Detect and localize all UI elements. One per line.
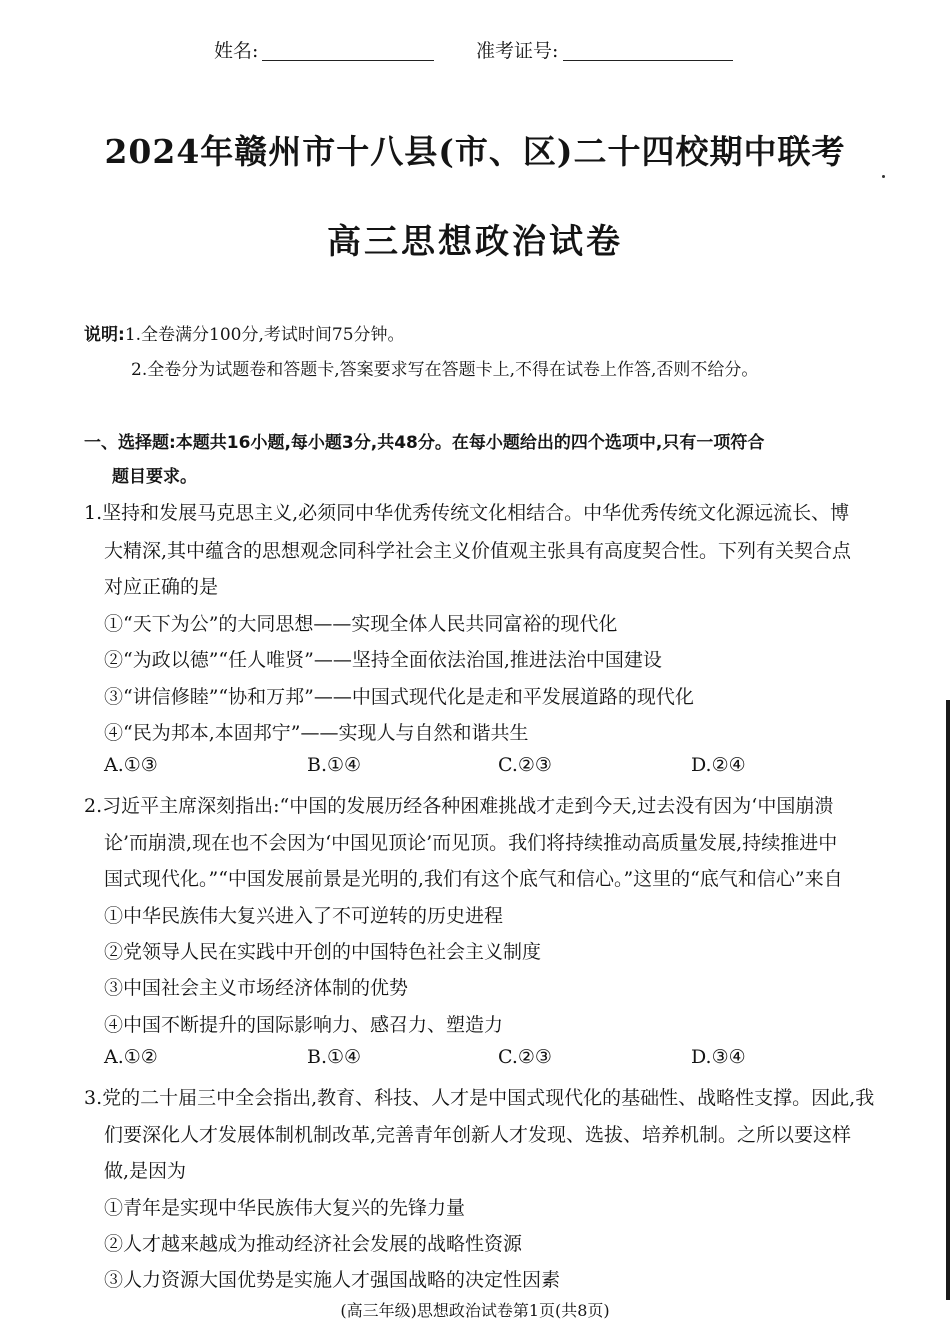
statement: ②党领导人民在实践中开创的中国特色社会主义制度	[104, 941, 542, 963]
statement: ①中华民族伟大复兴进入了不可逆转的历史进程	[104, 905, 504, 927]
question-stem: 大精深,其中蕴含的思想观念同科学社会主义价值观主张具有高度契合性。下列有关契合点	[104, 540, 852, 562]
name-blank-line[interactable]	[262, 60, 434, 61]
page-footer: (高三年级)思想政治试卷第1页(共8页)	[340, 1301, 610, 1320]
question-stem: 对应正确的是	[104, 576, 219, 598]
statement: ③人力资源大国优势是实施人才强国战略的决定性因素	[104, 1269, 561, 1291]
statement: ②“为政以德”“任人唯贤”——坚持全面依法治国,推进法治中国建设	[104, 649, 662, 671]
statement: ③中国社会主义市场经济体制的优势	[104, 977, 409, 999]
instruction-line-1	[84, 320, 405, 345]
paper-subtitle: 高三思想政治试卷	[327, 222, 623, 262]
option-c[interactable]: C.②③	[498, 1046, 552, 1068]
question-stem: 国式现代化。”“中国发展前景是光明的,我们有这个底气和信心。”这里的“底气和信心”来自	[104, 868, 843, 890]
question-stem: 论’而崩溃,现在也不会因为‘中国见顶论’而见顶。我们将持续推动高质量发展,持续推进中	[104, 832, 838, 854]
option-a[interactable]: A.①②	[104, 1046, 158, 1068]
scan-speck	[882, 175, 885, 178]
name-label: 姓名:	[214, 40, 259, 62]
exam-id-label: 准考证号:	[476, 40, 559, 62]
exam-id-blank-line[interactable]	[563, 60, 733, 61]
option-a[interactable]: A.①③	[104, 754, 158, 776]
section-heading: 一、选择题:本题共16小题,每小题3分,共48分。在每小题给出的四个选项中,只有一项符合	[84, 433, 765, 453]
statement: ④中国不断提升的国际影响力、感召力、塑造力	[104, 1014, 504, 1036]
statement: ③“讲信修睦”“协和万邦”——中国式现代化是走和平发展道路的现代化	[104, 686, 694, 708]
option-c[interactable]: C.②③	[498, 754, 552, 776]
section-heading-cont: 题目要求。	[112, 467, 197, 487]
question-stem: 们要深化人才发展体制机制改革,完善青年创新人才发现、选拔、培养机制。之所以要这样	[104, 1124, 852, 1146]
instruction-label: 说明:	[84, 325, 125, 345]
option-b[interactable]: B.①④	[307, 754, 362, 776]
statement: ①青年是实现中华民族伟大复兴的先锋力量	[104, 1197, 466, 1219]
scan-edge-shadow	[946, 700, 950, 1300]
question-stem: 2.习近平主席深刻指出:“中国的发展历经各种困难挑战才走到今天,过去没有因为‘中国崩溃	[84, 795, 834, 817]
option-b[interactable]: B.①④	[307, 1046, 362, 1068]
question-stem: 3.党的二十届三中全会指出,教育、科技、人才是中国式现代化的基础性、战略性支撑。因此,我	[84, 1087, 875, 1109]
exam-title: 2024年赣州市十八县(市、区)二十四校期中联考	[104, 132, 846, 171]
statement: ④“民为邦本,本固邦宁”——实现人与自然和谐共生	[104, 722, 529, 744]
question-stem: 做,是因为	[104, 1160, 187, 1182]
statement: ①“天下为公”的大同思想——实现全体人民共同富裕的现代化	[104, 613, 618, 635]
instruction-item: 2.全卷分为试题卷和答题卡,答案要求写在答题卡上,不得在试卷上作答,否则不给分。	[131, 360, 759, 380]
question-stem: 1.坚持和发展马克思主义,必须同中华优秀传统文化相结合。中华优秀传统文化源远流长、博	[84, 502, 850, 524]
option-d[interactable]: D.②④	[691, 754, 746, 776]
option-d[interactable]: D.③④	[691, 1046, 746, 1068]
statement: ②人才越来越成为推动经济社会发展的战略性资源	[104, 1233, 523, 1255]
instruction-item: 1.全卷满分100分,考试时间75分钟。	[124, 325, 405, 345]
